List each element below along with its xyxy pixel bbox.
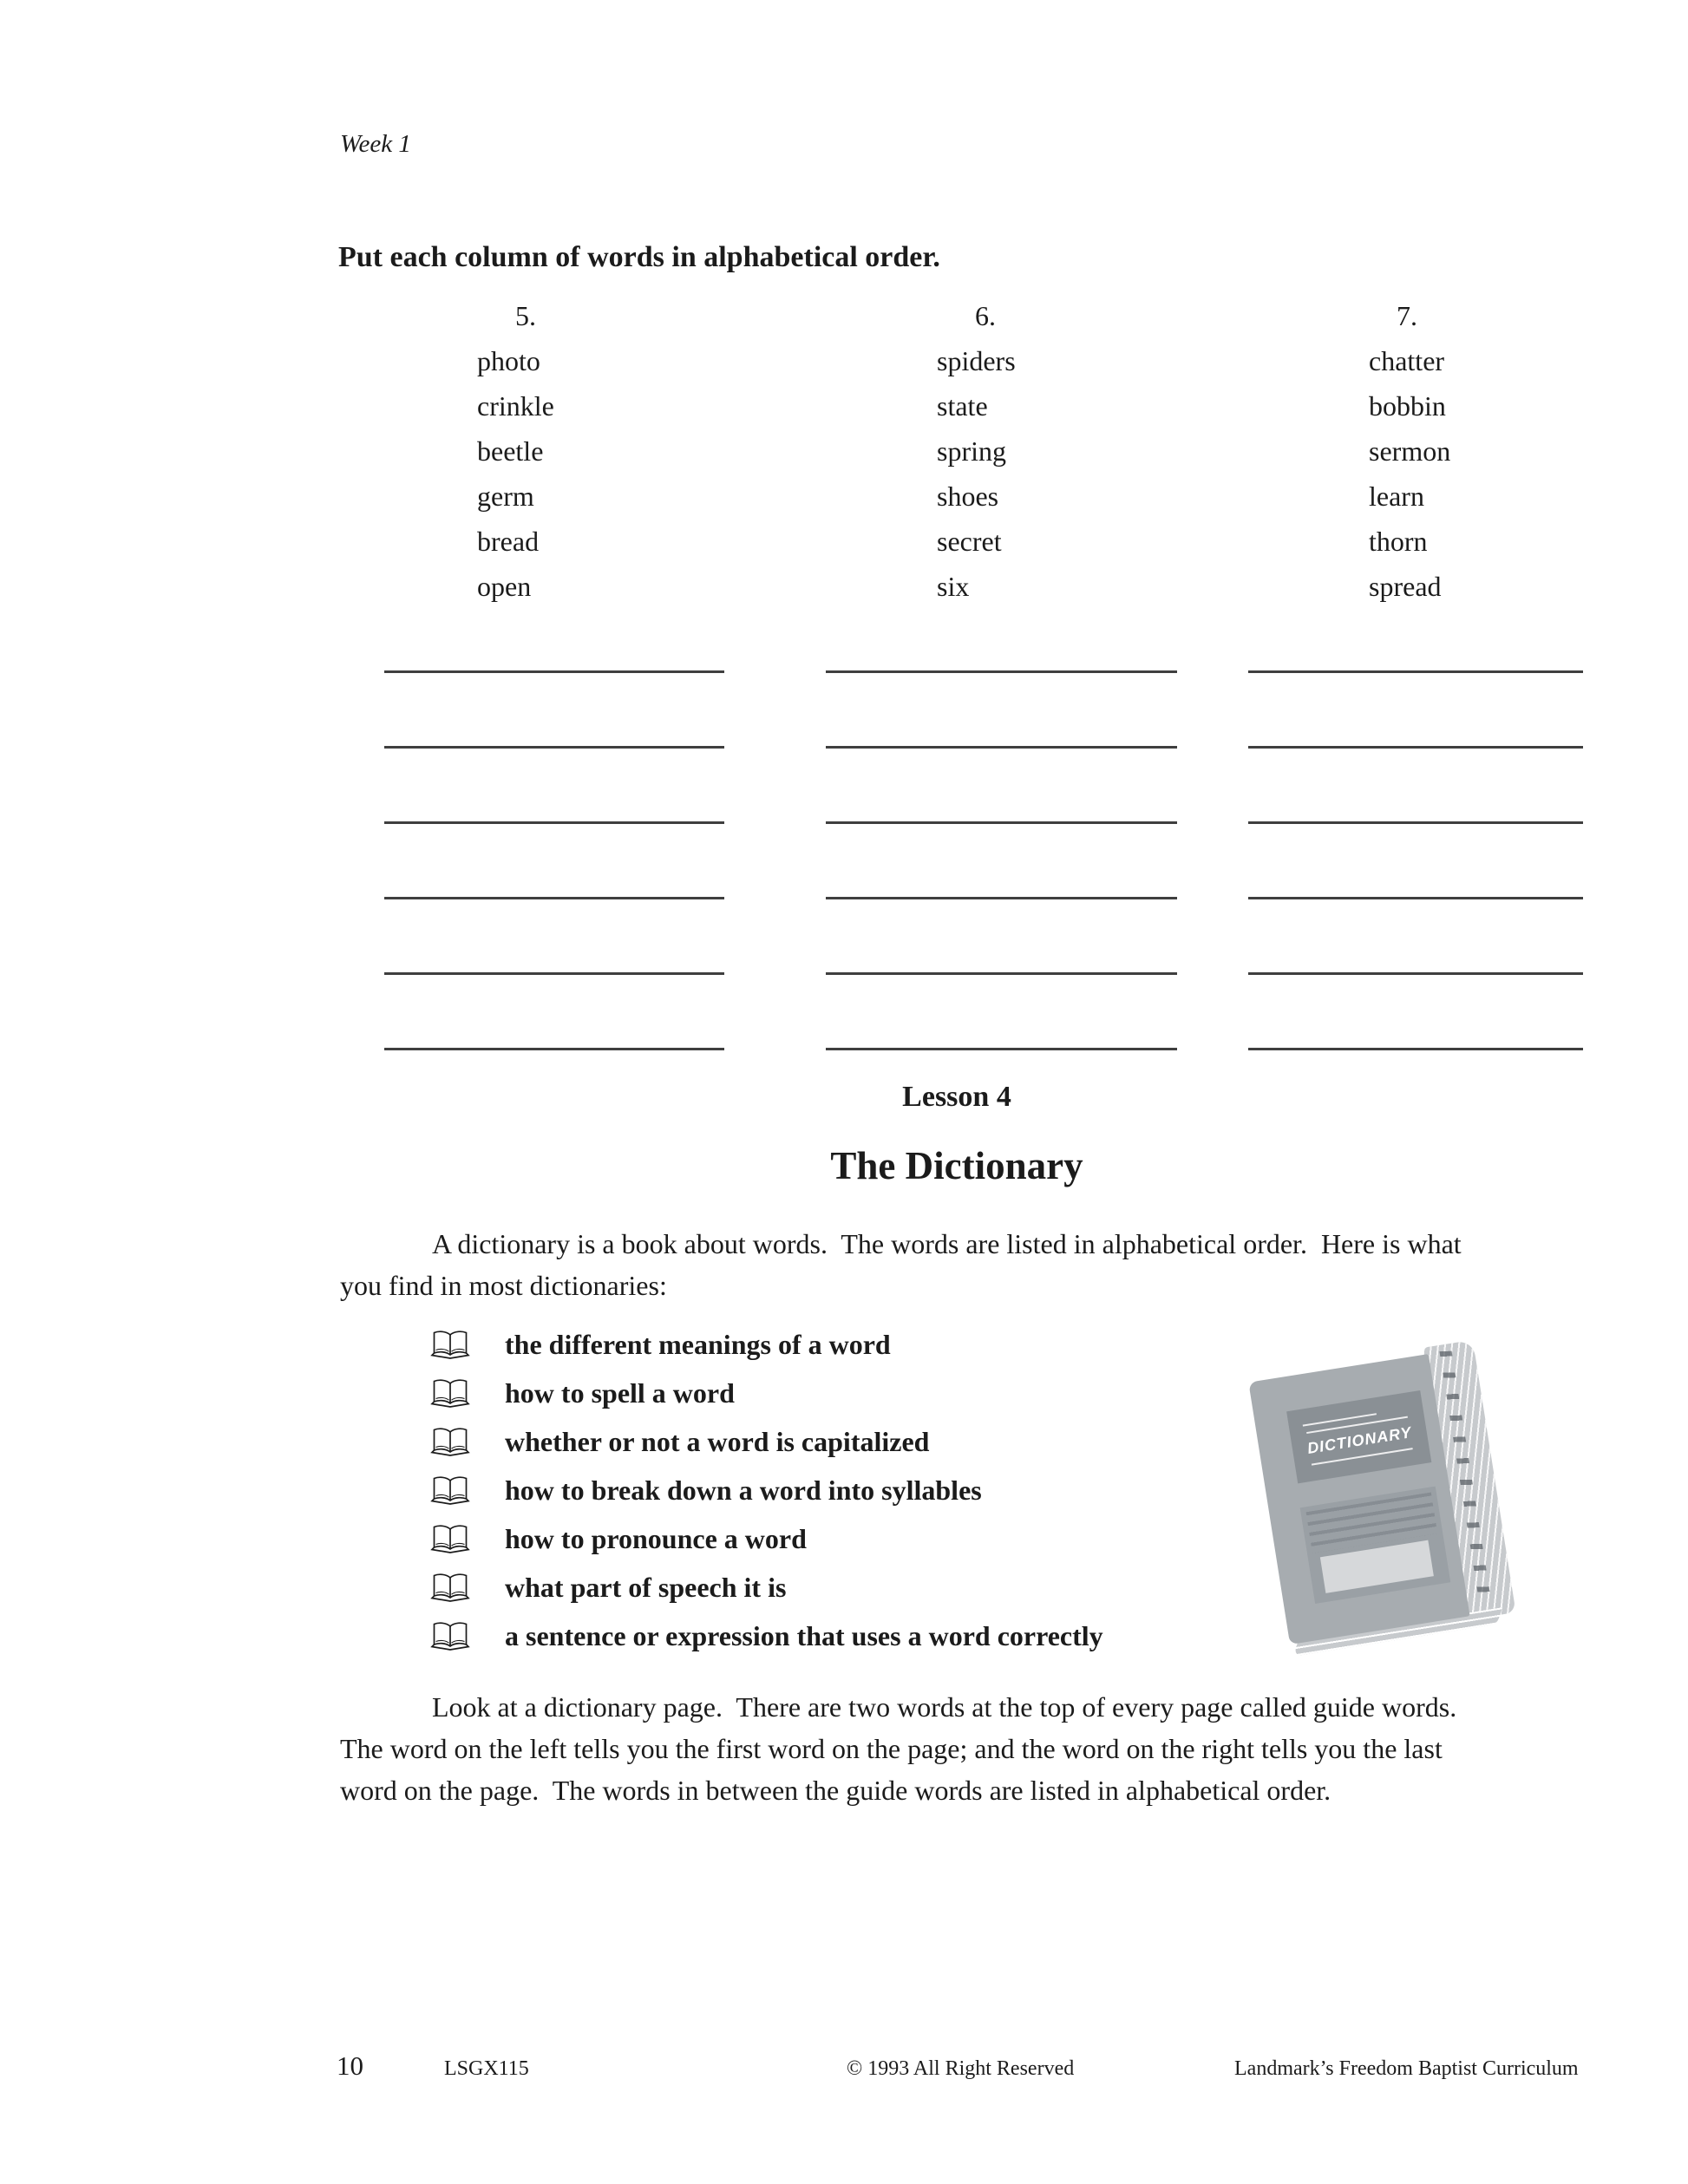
word-item: spring: [937, 435, 1006, 467]
week-label: Week 1: [340, 130, 411, 158]
copyright-text: © 1993 All Right Reserved: [847, 2057, 1075, 2080]
intro-line: you find in most dictionaries:: [340, 1270, 667, 1301]
answer-line: [384, 821, 724, 824]
answer-line: [1248, 972, 1583, 975]
word-item: bread: [477, 526, 540, 557]
section-title: The Dictionary: [830, 1144, 1083, 1187]
feature-text: a sentence or expression that uses a word correctly: [505, 1619, 1103, 1651]
answer-line: [384, 972, 724, 975]
word-item: bobbin: [1369, 390, 1446, 422]
guide-words-paragraph: [340, 1686, 1580, 1811]
word-column-6: [937, 293, 1016, 609]
open-book-icon: [430, 1377, 470, 1409]
word-item: crinkle: [477, 390, 554, 422]
feature-item: [430, 1320, 1103, 1369]
word-item: spiders: [937, 345, 1016, 376]
answer-line: [384, 1048, 724, 1050]
open-book-icon: [430, 1523, 470, 1554]
open-book-icon: [430, 1572, 470, 1603]
feature-text: how to break down a word into syllables: [505, 1474, 982, 1506]
word-item: open: [477, 571, 532, 602]
column-number: 5.: [515, 300, 536, 331]
word-item: thorn: [1369, 526, 1428, 557]
answer-line: [826, 897, 1177, 899]
answer-column: [1248, 670, 1583, 1123]
answer-line: [1248, 897, 1583, 899]
word-item: photo: [477, 345, 540, 376]
word-item: shoes: [937, 481, 999, 512]
open-book-icon: [430, 1620, 470, 1651]
feature-text: what part of speech it is: [505, 1571, 787, 1603]
answer-column: [826, 670, 1177, 1123]
guide-line: word on the page. The words in between the guide words are listed in alphabetical order.: [340, 1775, 1331, 1806]
page-number: 10: [337, 2050, 363, 2081]
word-item: germ: [477, 481, 534, 512]
open-book-icon: [430, 1475, 470, 1506]
feature-item: [430, 1466, 1103, 1514]
word-item: sermon: [1369, 435, 1451, 467]
answer-line: [826, 746, 1177, 749]
feature-list: [430, 1320, 1103, 1660]
word-item: spread: [1369, 571, 1442, 602]
publisher-text: Landmark’s Freedom Baptist Curriculum: [1234, 2057, 1579, 2080]
answer-line: [826, 1048, 1177, 1050]
guide-line: Look at a dictionary page. There are two words at the top of every page called guide words.: [432, 1691, 1457, 1723]
word-column-5: [477, 293, 554, 609]
intro-paragraph: [340, 1223, 1580, 1306]
answer-line: [384, 746, 724, 749]
curriculum-code: LSGX115: [444, 2057, 529, 2080]
dictionary-book-illustration: [1246, 1332, 1533, 1662]
answer-line: [1248, 1048, 1583, 1050]
answer-line: [1248, 670, 1583, 673]
feature-text: how to pronounce a word: [505, 1522, 807, 1554]
feature-item: [430, 1563, 1103, 1612]
answer-line: [1248, 746, 1583, 749]
feature-text: the different meanings of a word: [505, 1328, 891, 1360]
open-book-icon: [430, 1426, 470, 1457]
answer-line: [826, 972, 1177, 975]
feature-item: [430, 1369, 1103, 1417]
word-item: chatter: [1369, 345, 1445, 376]
intro-line: A dictionary is a book about words. The words are listed in alphabetical order. Here is what: [432, 1228, 1462, 1259]
feature-item: [430, 1417, 1103, 1466]
book-title-label: [1286, 1390, 1431, 1483]
word-column-7: [1369, 293, 1450, 609]
answer-line: [826, 670, 1177, 673]
feature-item: [430, 1612, 1103, 1660]
word-item: learn: [1369, 481, 1424, 512]
answer-line: [384, 670, 724, 673]
feature-text: how to spell a word: [505, 1376, 735, 1409]
lesson-label: Lesson 4: [902, 1081, 1011, 1113]
instruction-heading: Put each column of words in alphabetical order.: [338, 241, 940, 273]
feature-text: whether or not a word is capitalized: [505, 1425, 930, 1457]
column-number: 7.: [1397, 300, 1417, 331]
word-item: state: [937, 390, 988, 422]
answer-line: [826, 821, 1177, 824]
book-title-text: DICTIONARY: [1305, 1423, 1414, 1458]
guide-line: The word on the left tells you the first word on the page; and the word on the right tells you the last: [340, 1733, 1443, 1764]
answer-column: [384, 670, 724, 1123]
answer-line: [384, 897, 724, 899]
word-item: beetle: [477, 435, 544, 467]
word-item: six: [937, 571, 970, 602]
feature-item: [430, 1514, 1103, 1563]
word-item: secret: [937, 526, 1002, 557]
book-lower-panel: [1300, 1487, 1451, 1604]
open-book-icon: [430, 1329, 470, 1360]
column-number: 6.: [975, 300, 996, 331]
answer-line: [1248, 821, 1583, 824]
